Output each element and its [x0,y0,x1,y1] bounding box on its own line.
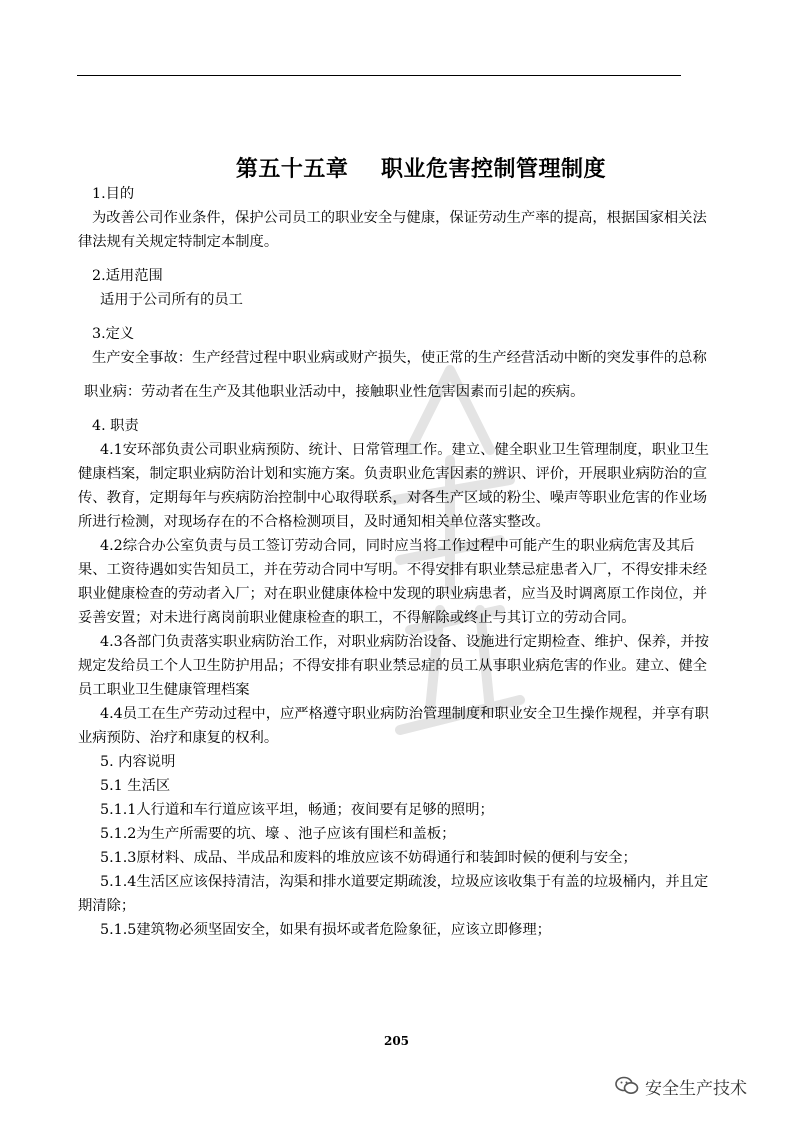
paragraph: 4.4员工在生产劳动过程中，应严格遵守职业病防治管理制度和职业安全卫生操作规程，并享有职业病预防、治疗和康复的权利。 [78,706,709,746]
header-rule [77,75,681,76]
paragraph: 4.3各部门负责落实职业病防治工作，对职业病防治设备、设施进行定期检查、维护、保养，并按规定发给员工个人卫生防护用品；不得安排有职业禁忌症的员工从事职业病危害的作业。建立、健全员工职业卫生健康管理档案 [78,634,709,698]
page-number: 205 [383,1034,410,1048]
subsection-heading-living-area: 5.1 生活区 [100,778,171,794]
list-item: 5.1.5建筑物必须坚固安全，如果有损坏或者危险象征，应该立即修理； [100,922,551,938]
paragraph: 4.2综合办公室负责与员工签订劳动合同，同时应当将工作过程中可能产生的职业病危害及其后果、工资待遇如实告知员工，并在劳动合同中写明。不得安排有职业禁忌症患者入厂，不得安排未经职业健康检查的劳动者入厂；对在职业健康体检中发现的职业病患者，应当及时调离原工作岗位，并妥善安置；对未进行离岗前职业健康检查的职工，不得解除或终止与其订立的劳动合同。 [78,538,708,626]
section-heading-responsibility: 4. 职责 [92,418,139,434]
paragraph: 4.1安环部负责公司职业病预防、统计、日常管理工作。建立、健全职业卫生管理制度，职业卫生健康档案，制定职业病防治计划和实施方案。负责职业危害因素的辨识、评价，开展职业病防治的宣传、教育，定期每年与疾病防治控制中心取得联系，对各生产区域的粉尘、噪声等职业危害的作业场所进行检测，对现场存在的不合格检测项目，及时通知相关单位落实整改。 [78,442,709,530]
list-item: 5.1.2为生产所需要的坑、壕 、池子应该有围栏和盖板； [100,826,456,842]
paragraph: 职业病：劳动者在生产及其他职业活动中，接触职业性危害因素而引起的疾病。 [84,384,585,400]
section-heading-definition: 3.定义 [92,326,135,342]
list-item: 5.1.4生活区应该保持清洁，沟渠和排水道要定期疏浚，垃圾应该收集于有盖的垃圾桶内，并且定期清除； [78,874,709,914]
section-heading-content: 5. 内容说明 [100,754,176,770]
list-item: 5.1.1人行道和车行道应该平坦，畅通；夜间要有足够的照明； [100,802,494,818]
list-item: 5.1.3原材料、成品、半成品和废料的堆放应该不妨碍通行和装卸时候的便利与安全； [100,850,637,866]
section-heading-scope: 2.适用范围 [92,268,163,284]
paragraph: 为改善公司作业条件，保护公司员工的职业安全与健康，保证劳动生产率的提高，根据国家相关法律法规有关规定特制定本制度。 [78,210,707,250]
paragraph: 适用于公司所有的员工 [100,292,243,308]
chapter-title: 第五十五章 职业危害控制管理制度 [235,157,607,182]
wechat-account-name: 安全生产技术 [645,1078,747,1099]
paragraph: 生产安全事故：生产经营过程中职业病或财产损失，使正常的生产经营活动中断的突发事件的总称 [92,350,707,366]
section-heading-purpose: 1.目的 [92,186,135,202]
wechat-attribution [615,1073,747,1099]
wechat-icon [615,1076,639,1096]
document-body [78,182,718,942]
